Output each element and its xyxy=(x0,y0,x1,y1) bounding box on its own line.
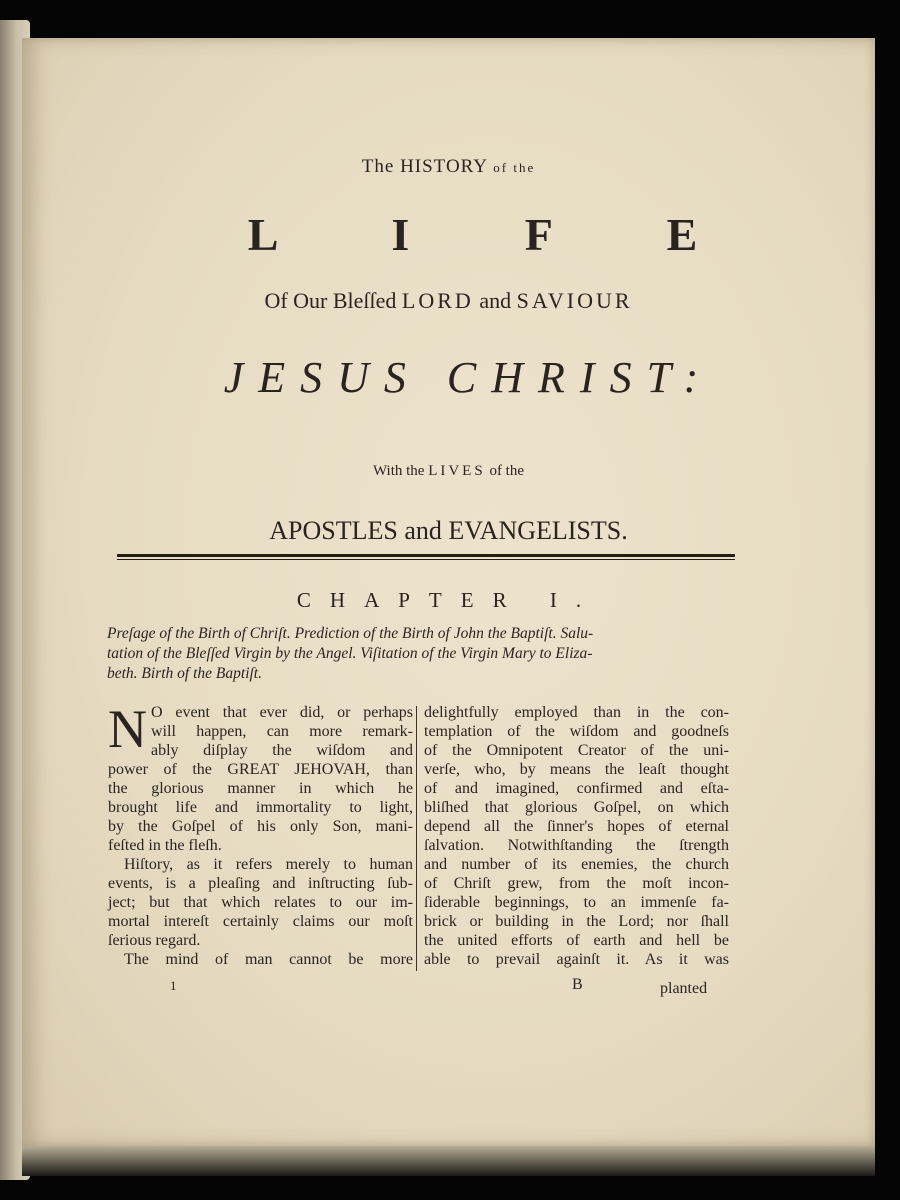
summary-line: beth. Birth of the Baptiſt. xyxy=(107,665,262,682)
text-line: power of the GREAT JEHOVAH, than xyxy=(108,761,413,778)
history-suffix: of the xyxy=(488,160,536,175)
text-line: bliſhed that glorious Goſpel, on which xyxy=(424,799,729,816)
text-line: the glorious manner in which he xyxy=(108,780,413,797)
apostles-heading: APOSTLES and EVANGELISTS. xyxy=(269,516,628,545)
text-line: of Chriſt grew, from the moſt incon- xyxy=(424,875,729,892)
text-line: O event that ever did, or perhaps xyxy=(151,704,413,721)
text-line: will happen, can more remark- xyxy=(151,723,413,740)
summary-line: tation of the Bleſſed Virgin by the Angel. Viſitation of the Virgin Mary to Eliza- xyxy=(107,645,593,662)
history-prefix: The xyxy=(361,156,401,177)
life-heading: L I F E xyxy=(247,209,750,260)
summary-line: Preſage of the Birth of Chriſt. Prediction of the Birth of John the Baptiſt. Salu- xyxy=(107,625,594,642)
text-line: ſalvation. Notwithſtanding the ſtrength xyxy=(424,837,729,854)
text-line: ably diſplay the wiſdom and xyxy=(151,742,413,759)
text-line: ject; but that which relates to our im- xyxy=(108,894,413,911)
text-line: and number of its enemies, the church xyxy=(424,856,729,873)
page-number: 1 xyxy=(170,978,177,993)
saviour-word: SAVIOUR xyxy=(516,288,633,313)
text-line: Hiſtory, as it refers merely to human xyxy=(124,856,413,873)
signature-mark: B xyxy=(572,976,583,993)
right-column xyxy=(424,703,729,969)
text-line: mortal intereſt certainly claims our moſt xyxy=(108,913,413,930)
left-column xyxy=(108,699,413,969)
jesus-christ-heading: JESUS CHRIST: xyxy=(223,353,714,402)
text-line: templation of the wiſdom and goodneſs xyxy=(424,723,729,740)
chapter-summary xyxy=(107,624,743,684)
text-line: events, is a pleaſing and inſtructing ſub- xyxy=(108,875,413,892)
text-line: brought life and immortality to light, xyxy=(108,799,413,816)
text-line: by the Goſpel of his only Son, mani- xyxy=(108,818,413,835)
lord-line xyxy=(22,288,875,314)
with-lives-line xyxy=(22,463,875,480)
with-suffix: of the xyxy=(485,463,525,479)
catchword: planted xyxy=(660,980,708,997)
text-line: brick or building in the Lord; nor ſhall xyxy=(424,913,729,930)
lives-word: LIVES xyxy=(428,463,486,479)
text-line: verſe, who, by means the leaſt thought xyxy=(424,761,729,778)
text-line: of and imagined, confirmed and eſta- xyxy=(424,780,729,797)
history-line xyxy=(22,156,875,178)
book-page xyxy=(22,38,875,1146)
text-line: depend all the ſinner's hopes of eternal xyxy=(424,818,729,835)
text-line: able to prevail againſt it. As it was xyxy=(424,951,729,968)
double-rule-thin xyxy=(117,559,735,560)
column-divider xyxy=(416,706,417,971)
lord-prefix: Of Our Bleſſed xyxy=(264,288,402,313)
text-line: of the Omnipotent Creator of the uni- xyxy=(424,742,729,759)
text-line: The mind of man cannot be more xyxy=(124,951,413,968)
chapter-heading: CHAPTER I. xyxy=(296,588,601,612)
page-edge-shadow xyxy=(22,1146,875,1176)
text-line: the united efforts of earth and hell be xyxy=(424,932,729,949)
lord-and: and xyxy=(473,288,517,313)
with-prefix: With the xyxy=(372,463,429,479)
text-line: delightfully employed than in the con- xyxy=(424,704,729,721)
double-rule-thick xyxy=(117,554,735,557)
lord-word: LORD xyxy=(401,288,474,313)
text-line: ſiderable beginnings, to an immenſe fa- xyxy=(424,894,729,911)
history-word: HISTORY xyxy=(400,156,489,177)
text-line: ſerious regard. xyxy=(108,932,201,949)
drop-cap: N xyxy=(108,699,147,759)
text-line: feſted in the fleſh. xyxy=(108,837,222,854)
